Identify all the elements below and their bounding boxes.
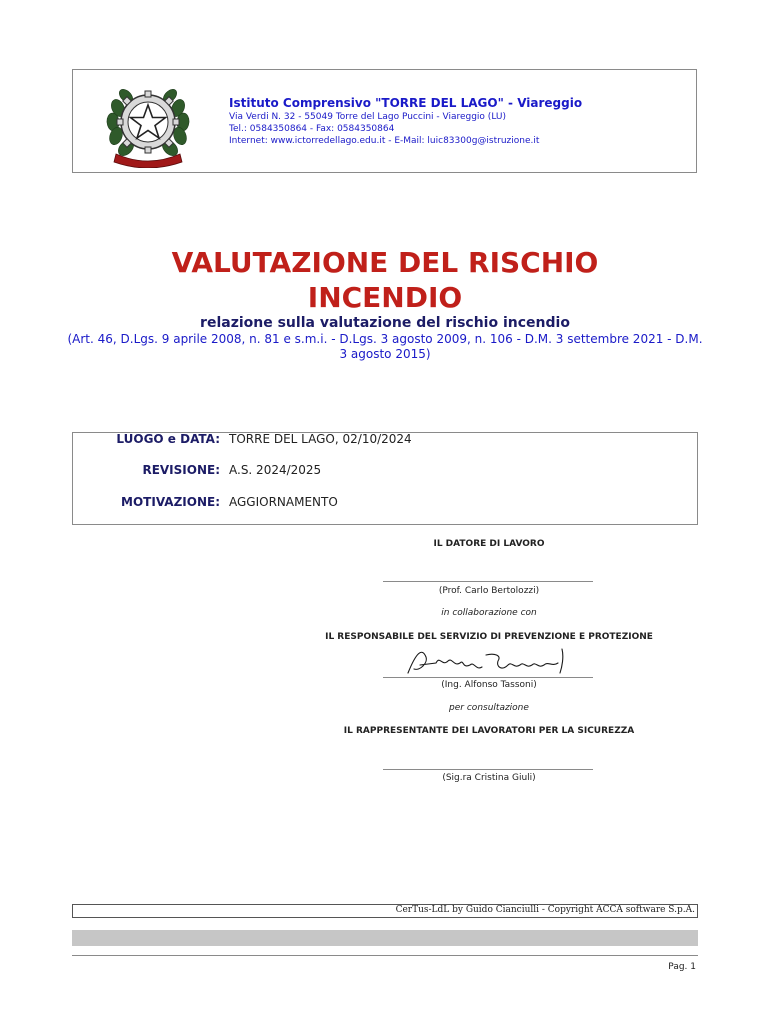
italian-republic-emblem-icon: [104, 78, 192, 168]
footer-divider: [72, 955, 698, 956]
rspp-name: (Ing. Alfonso Tassoni): [441, 680, 537, 690]
luogo-data-label: LUOGO e DATA:: [116, 432, 220, 446]
legal-reference-line-1: (Art. 46, D.Lgs. 9 aprile 2008, n. 81 e s.m.i. - D.Lgs. 3 agosto 2009, n. 106 - D.M. 3 settembre 2021 - D.M.: [67, 332, 703, 346]
datore-signature-line: [383, 581, 593, 582]
datore-di-lavoro-heading: IL DATORE DI LAVORO: [433, 539, 545, 549]
rls-signature-line: [383, 769, 593, 770]
institution-web-email: Internet: www.ictorredellago.edu.it - E-Mail: luic83300g@istruzione.it: [229, 136, 540, 146]
institution-phone-fax: Tel.: 0584350864 - Fax: 0584350864: [229, 124, 395, 134]
document-title-line-2: INCENDIO: [307, 281, 463, 314]
page-number: Pag. 1: [668, 962, 696, 972]
handwritten-signature: [402, 643, 572, 677]
revisione-label: REVISIONE:: [142, 463, 220, 477]
document-title-line-1: VALUTAZIONE DEL RISCHIO: [171, 246, 599, 279]
motivazione-label: MOTIVAZIONE:: [121, 495, 220, 509]
rspp-signature-line: [383, 677, 593, 678]
revisione-value: A.S. 2024/2025: [229, 463, 322, 477]
legal-reference-line-2: 3 agosto 2015): [339, 347, 431, 361]
motivazione-value: AGGIORNAMENTO: [229, 495, 338, 509]
rls-heading: IL RAPPRESENTANTE DEI LAVORATORI PER LA SICUREZZA: [343, 726, 635, 736]
footer-gray-bar: [72, 930, 698, 946]
document-subtitle: relazione sulla valutazione del rischio incendio: [200, 315, 570, 331]
rspp-heading: IL RESPONSABILE DEL SERVIZIO DI PREVENZIONE E PROTEZIONE: [325, 632, 653, 642]
consultation-note: per consultazione: [449, 703, 529, 713]
collaboration-note: in collaborazione con: [441, 608, 537, 618]
rls-name: (Sig.ra Cristina Giuli): [442, 773, 536, 783]
luogo-data-value: TORRE DEL LAGO, 02/10/2024: [229, 432, 412, 446]
datore-name: (Prof. Carlo Bertolozzi): [438, 586, 540, 596]
institution-name: Istituto Comprensivo "TORRE DEL LAGO" - Viareggio: [229, 96, 583, 110]
institution-address: Via Verdi N. 32 - 55049 Torre del Lago Puccini - Viareggio (LU): [229, 112, 506, 122]
software-credit: CerTus-LdL by Guido Cianciulli - Copyright ACCA software S.p.A.: [395, 905, 695, 915]
